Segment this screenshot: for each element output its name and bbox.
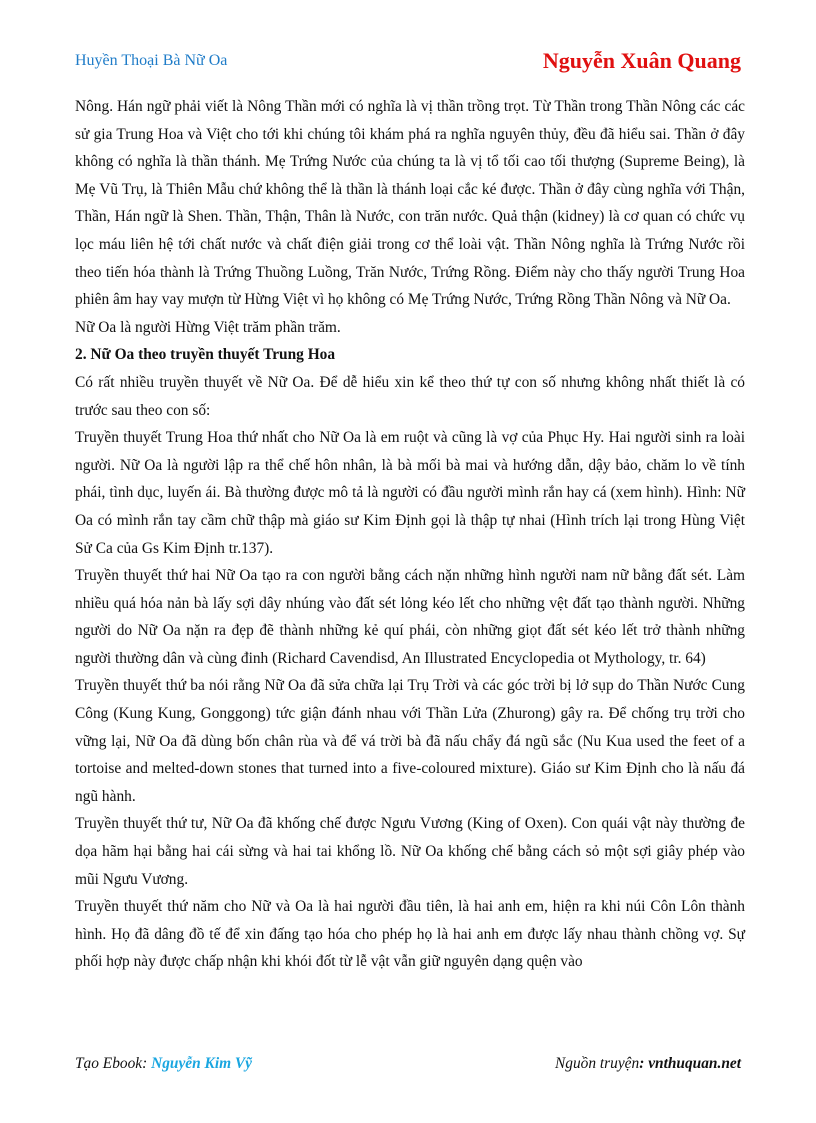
ebook-credit-separator: : xyxy=(142,1055,152,1072)
page-header xyxy=(75,48,741,78)
ebook-credit-label: Tạo Ebook xyxy=(75,1055,143,1072)
paragraph-3: Có rất nhiều truyền thuyết về Nữ Oa. Để dễ hiểu xin kể theo thứ tự con số nhưng không nhất thiết là có trước sau theo con số: xyxy=(75,373,745,419)
paragraph-5: Truyền thuyết thứ hai Nữ Oa tạo ra con người bằng cách nặn những hình người nam nữ bằng đất sét. Làm nhiều quá hóa nản bà lấy sợi dây nhúng vào đất sét lỏng kéo lết cho những vệt đất tạo thành người. Những người do Nữ Oa nặn ra đẹp đẽ thành những kẻ quí phái, còn những giọt đất sét kéo lết trở thành những người thường dân và cùng đinh (Richard Cavendisd, An Illustrated Encyclopedia ot Mythology, tr. 64) xyxy=(75,567,745,667)
paragraph-7: Truyền thuyết thứ tư, Nữ Oa đã khống chế được Ngưu Vương (King of Oxen). Con quái vật này thường đe dọa hãm hại bằng hai cái sừng và hai tai khổng lồ. Nữ Oa khống chế bằng cách sỏ một sợi giây phép vào mũi Ngưu Vương. xyxy=(75,815,745,888)
page-body xyxy=(75,93,745,976)
paragraph-1: Nông. Hán ngữ phải viết là Nông Thần mới có nghĩa là vị thần trồng trọt. Từ Thần trong Thần Nông các các sử gia Trung Hoa và Việt cho tới khi chúng tôi khám phá ra nghĩa nguyên thủy, đều đã hiểu sai. Thần ở đây không có nghĩa là thần thánh. Mẹ Trứng Nước của chúng ta là vị tổ tối cao tối thượng (Supreme Being), là Mẹ Vũ Trụ, là Thiên Mẫu chứ không thể là thần là thánh loại cắc ké được. Thần ở đây cùng nghĩa với Thận, Thần, Hán ngữ là Shen. Thần, Thận, Thân là Nước, con trăn nước. Quả thận (kidney) là cơ quan có chức vụ lọc máu liên hệ tới chất nước và chất điện giải trong cơ thể loài vật. Thần Nông nghĩa là Trứng Nước rồi theo tiến hóa thành là Trứng Thuồng Luồng, Trăn Nước, Trứng Rồng. Điểm này cho thấy người Trung Hoa phiên âm hay vay mượn từ Hừng Việt vì họ không có Mẹ Trứng Nước, Trứng Rồng Thần Nông và Nữ Oa. xyxy=(75,98,745,309)
source-site: vnthuquan.net xyxy=(648,1055,741,1072)
paragraph-6: Truyền thuyết thứ ba nói rằng Nữ Oa đã sửa chữa lại Trụ Trời và các góc trời bị lở sụp do Thần Nước Cung Công (Kung Kung, Gonggong) tức giận đánh nhau với Thần Lửa (Zhurong) gây ra. Để chống trụ trời cho vững lại, Nữ Oa đã dùng bốn chân rùa và để vá trời bà đã nấu chẩy đá ngũ sắc (Nu Kua used the feet of a tortoise and melted-down stones that turned into a five-coloured mixture). Giáo sư Kim Định cho là nấu đá ngũ hành. xyxy=(75,677,745,805)
ebook-creator-name: Nguyễn Kim Vỹ xyxy=(151,1055,253,1072)
paragraph-2: Nữ Oa là người Hừng Việt trăm phần trăm. xyxy=(75,318,341,336)
paragraph-4: Truyền thuyết Trung Hoa thứ nhất cho Nữ Oa là em ruột và cũng là vợ của Phục Hy. Hai người sinh ra loài người. Nữ Oa là người lập ra thể chế hôn nhân, là bà mối bà mai và hướng dẫn, dậy bảo, chăm lo về tính phái, tình dục, luyến ái. Bà thường được mô tả là người có đầu người mình rắn hay cá (xem hình). Hình: Nữ Oa có mình rắn tay cầm chữ thập mà giáo sư Kim Định gọi là thập tự nhai (Hình trích lại trong Hùng Việt Sử Ca của Gs Kim Định tr.137). xyxy=(75,429,745,557)
book-author: Nguyễn Xuân Quang xyxy=(542,48,741,73)
source-credit-separator: : xyxy=(639,1055,649,1072)
book-title: Huyền Thoại Bà Nữ Oa xyxy=(75,52,228,69)
source-credit xyxy=(555,1055,741,1073)
paragraph-8: Truyền thuyết thứ năm cho Nữ và Oa là hai người đầu tiên, là hai anh em, hiện ra khi núi Côn Lôn thành hình. Họ đã dâng đồ tế để xin đấng tạo hóa cho phép họ là hai anh em được lấy nhau thành chồng vợ. Sự phối hợp này được chấp nhận khi khói đốt từ lễ vật vẫn giữ nguyên dạng quện vào xyxy=(75,898,745,971)
ebook-credit xyxy=(75,1055,252,1073)
section-heading: 2. Nữ Oa theo truyền thuyết Trung Hoa xyxy=(75,346,336,364)
source-credit-label: Nguồn truyện xyxy=(554,1055,640,1072)
page-footer xyxy=(75,1055,741,1079)
